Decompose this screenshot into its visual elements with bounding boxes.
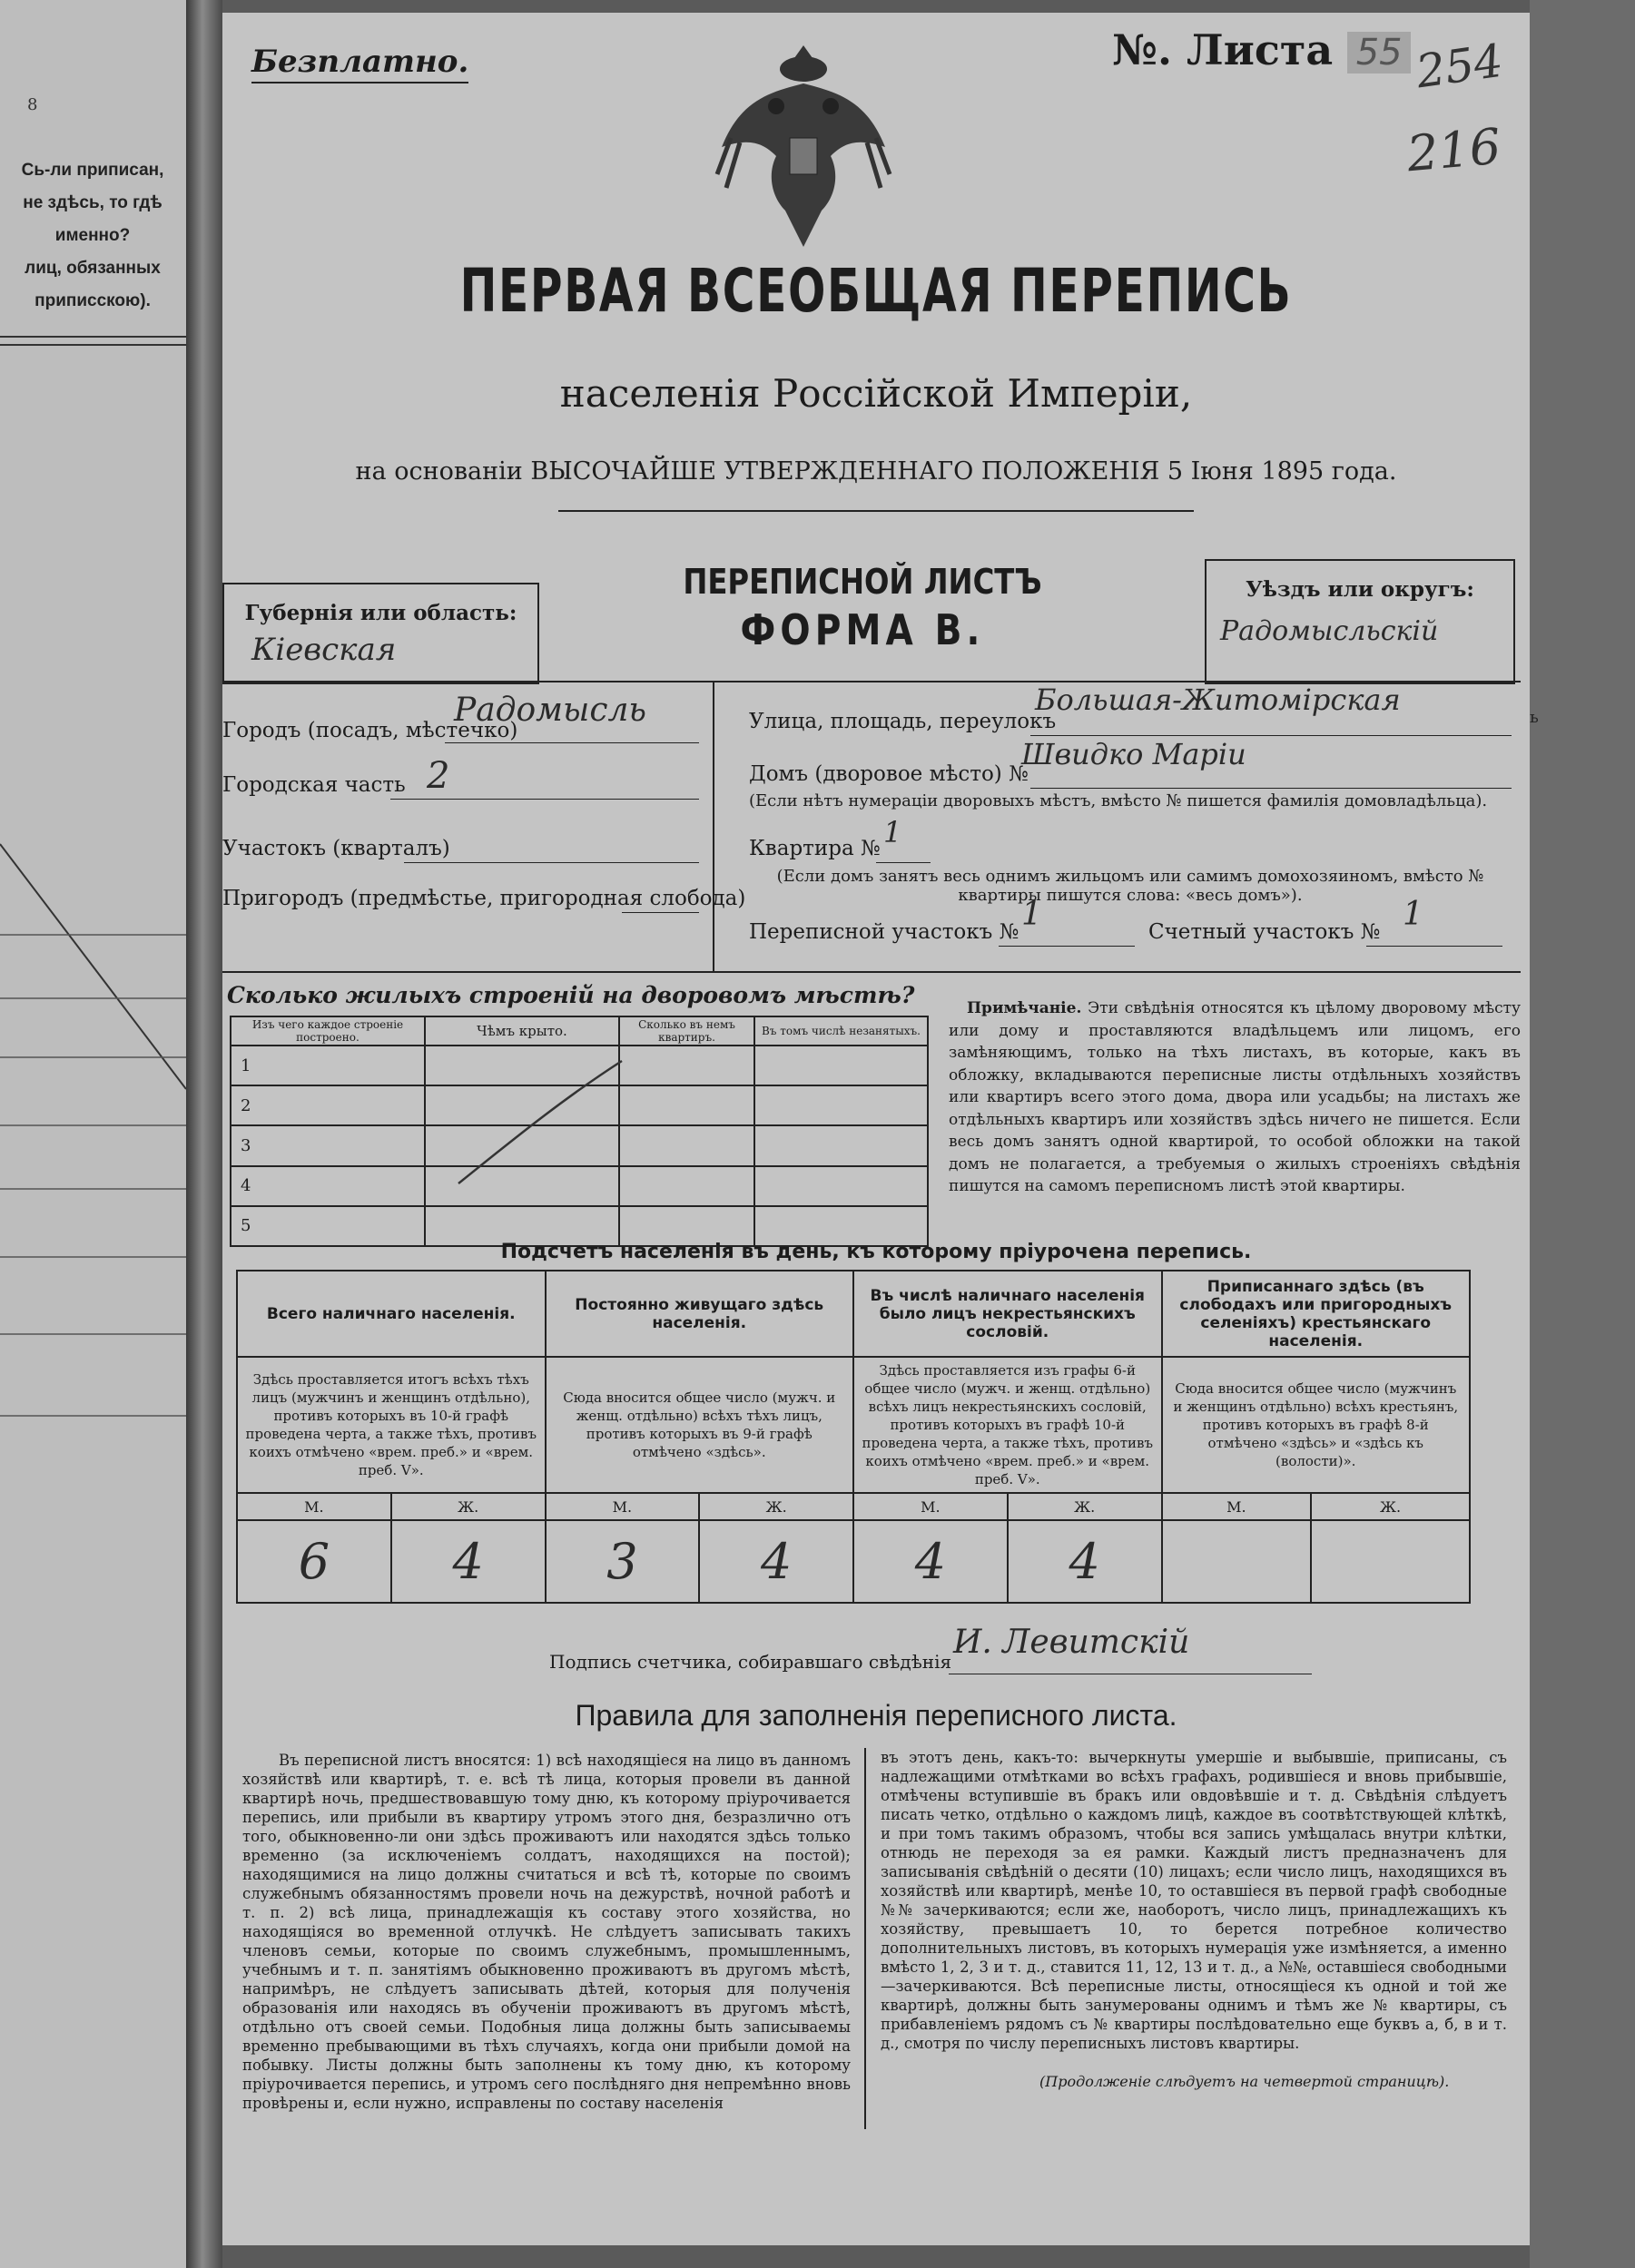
signature-line (949, 1670, 1312, 1674)
form-name-line1: ПЕРЕПИСНОЙ ЛИСТЪ (683, 562, 1042, 602)
guberniya-box (222, 583, 539, 684)
dom-note: (Если нѣтъ нумераціи дворовыхъ мѣстъ, вмѣсто № пишется фамилія домовладѣльца). (749, 791, 1488, 810)
row-number: 5 (231, 1206, 425, 1246)
row-number: 2 (231, 1085, 425, 1125)
prigorod-label: Пригородъ (предмѣстье, пригородная слобода) (222, 887, 746, 910)
sheet-number-label: №. Листа (1112, 25, 1334, 74)
buildings-col-header: Изъ чего каждое строеніе построено. (231, 1016, 425, 1046)
m-header: М. (1162, 1493, 1312, 1520)
archive-number: 216 (1404, 117, 1503, 183)
kvartira-label: Квартира № (749, 837, 881, 860)
perepisnoy-label: Переписной участокъ № (749, 920, 1019, 944)
uezd-value: Радомысльскій (1220, 615, 1439, 647)
count-value: 4 (391, 1520, 546, 1603)
left-page-grid (0, 0, 186, 2268)
count-table (236, 1270, 1471, 1604)
guberniya-label: Губернія или область: (244, 601, 517, 625)
right-page-edge (1530, 0, 1635, 2268)
count-head: Всего наличнаго населенія. (237, 1271, 546, 1357)
divider (558, 510, 1194, 512)
m-header: М. (853, 1493, 1008, 1520)
count-value: 4 (1008, 1520, 1162, 1603)
buildings-col-header: Сколько въ немъ квартиръ. (619, 1016, 754, 1046)
schetny-line (1366, 940, 1502, 947)
count-desc: Сюда вносится общее число (мужчинъ и женщинъ отдѣльно) всѣхъ крестьянъ, противъ которыхъ въ графѣ 8-й отмѣчено «здѣсь» и «здѣсь къ (волости)». (1162, 1357, 1471, 1493)
rules-column-2: въ этотъ день, какъ-то: вычеркнуты умершіе и выбывшіе, приписаны, съ надлежащими отмѣтками во всѣхъ графахъ, родившіеся и вновь прибывшіе, отмѣчены вступившіе въ бракъ или овдовѣвшіе и т. д. Свѣдѣнія слѣдуетъ писать четко, отдѣльно о каждомъ лицѣ, каждое въ соотвѣтствующей клѣткѣ, и при томъ такимъ образомъ, чтобы вся запись умѣщалась внутри клѣтки, отнюдь не переходя за ея рамки. Каждый листъ предназначенъ для записыванія свѣдѣній о десяти (10) лицахъ; если число лицъ, находящихся въ хозяйствѣ или квартирѣ, менѣе 10, то оставшіеся въ первой графѣ свободные №№ зачеркиваются; если же, наоборотъ, число лицъ, принадлежащихъ къ хозяйству, превышаетъ 10, то берется потребное количество дополнительныхъ листовъ, въ которыхъ нумерація уже измѣняется, а именно вмѣсто 1, 2, 3 и т. д., ставится 11, 12, 13 и т. д., а №№, оставшіеся свободными—зачеркиваются. Всѣ переписные листы, относящіеся къ одной и той же квартирѣ, должны быть занумерованы однимъ и тѣмъ же № квартиры, съ прибавленіемъ рядомъ съ № квартиры послѣдовательно еще буквъ а, б, в и т. д., смотря по числу переписныхъ листовъ квартиры. (881, 1749, 1507, 2052)
free-label: Безплатно. (251, 44, 468, 83)
z-header: Ж. (699, 1493, 853, 1520)
count-value: 6 (237, 1520, 391, 1603)
uezd-label: Уѣздъ или округъ: (1246, 577, 1474, 602)
sheet-number (1112, 25, 1411, 74)
census-sheet (222, 13, 1530, 2245)
prigorod-line (622, 907, 699, 913)
uezd-box (1205, 559, 1515, 684)
count-value: 4 (699, 1520, 853, 1603)
uchastok-line (404, 857, 699, 863)
count-head: Постоянно живущаго здѣсь населенія. (546, 1271, 854, 1357)
ulitsa-label: Улица, площадь, переулокъ (749, 710, 1057, 733)
book-spine (186, 0, 222, 2268)
z-header: Ж. (1008, 1493, 1162, 1520)
strike-through-mark (449, 1056, 631, 1193)
signature-label: Подпись счетчика, собиравшаго свѣдѣнія (549, 1651, 952, 1673)
rules-column-1: Въ переписной листъ вносятся: 1) всѣ находящіеся на лицо въ данномъ хозяйствѣ или квартирѣ, т. е. всѣ тѣ лица, которыя провели въ данной квартирѣ ночь, предшествовавшую тому дню, къ которому пріурочивается перепись, или прибыли въ квартиру утромъ этого дня, безразлично отъ того, обыкновенно-ли они здѣсь проживаютъ или находятся здѣсь только временно (за исключеніемъ солдатъ, находящихся на постой); находящимися на лицо должны считаться и всѣ тѣ, которые по своимъ служебнымъ обязанностямъ провели ночь на дежурствѣ, ночной работѣ и т. п. 2) всѣ лица, принадлежащія къ составу этого хозяйства, но находящіяся во временной отлучкѣ. Не слѣдуетъ записывать такихъ членовъ семьи, которые по своимъ служебнымъ, промышленнымъ, учебнымъ и т. п. занятіямъ обыкновенно проживаютъ въ другомъ мѣстѣ, напримѣръ, не слѣдуетъ записывать дѣтей, которыя для полученія образованія или находясь въ обученіи проживаютъ въ другомъ мѣстѣ, отдѣльно отъ своей семьи. Подобныя лица должны быть записываемы временно пребывающими въ тѣхъ случаяхъ, когда они прибыли домой на побывку. Листы должны быть заполнены къ тому дню, къ которому пріурочивается перепись, и утромъ сего послѣдняго дня непремѣнно вновь провѣрены и, если нужно, исправлены по составу населенія (242, 1752, 851, 2112)
coat-of-arms-emblem (713, 38, 894, 256)
left-page-number: 8 (27, 95, 38, 114)
count-value (1311, 1520, 1470, 1603)
signature-value: И. Левитскій (953, 1624, 1190, 1661)
count-value: 4 (853, 1520, 1008, 1603)
ulitsa-value: Большая-Житомірская (1035, 682, 1401, 717)
dom-label: Домъ (дворовое мѣсто) № (749, 762, 1029, 786)
rules-divider (864, 1748, 866, 2129)
row-number: 1 (231, 1046, 425, 1085)
sheet-number-value: 55 (1347, 32, 1411, 74)
page-title: ПЕРВАЯ ВСЕОБЩАЯ ПЕРЕПИСЬ (459, 256, 1293, 326)
gorod-label: Городъ (посадъ, мѣстечко) (222, 719, 518, 742)
row-number: 3 (231, 1125, 425, 1165)
gorod-line (445, 737, 699, 743)
page-subtitle: населенія Россійской Имперіи, (559, 371, 1193, 416)
address-divider (713, 682, 714, 971)
buildings-note (949, 997, 1521, 1198)
count-value: 3 (546, 1520, 700, 1603)
schetny-label: Счетный участокъ № (1148, 920, 1381, 944)
rules-continued: (Продолженіе слѣдуетъ на четвертой страницѣ). (1039, 2073, 1450, 2090)
count-desc: Здѣсь проставляется итогъ всѣхъ тѣхъ лицъ (мужчинъ и женщинъ отдѣльно), противъ которыхъ въ 10-й графѣ проведена черта, а также тѣхъ, противъ коихъ отмѣчено «врем. преб.» и «врем. преб. V». (237, 1357, 546, 1493)
kvartira-note: (Если домъ занятъ весь однимъ жильцомъ или самимъ домохозяиномъ, вмѣсто № квартиры пишутся слова: «весь домъ»). (776, 867, 1484, 905)
chast-label: Городская часть (222, 773, 406, 797)
buildings-col-header: Чѣмъ крыто. (425, 1016, 619, 1046)
ulitsa-line (1030, 730, 1512, 736)
legal-basis: на основаніи ВЫСОЧАЙШЕ УТВЕРЖДЕННАГО ПОЛОЖЕНІЯ 5 Іюня 1895 года. (355, 457, 1397, 486)
count-desc: Здѣсь проставляется изъ графы 6-й общее число (мужч. и женщ. отдѣльно) всѣхъ лицъ некрестьянскихъ сословій, противъ которыхъ въ графѣ 10-й проведена черта, а также тѣхъ, противъ коихъ отмѣчено «врем. преб.» и «врем. преб. V». (853, 1357, 1162, 1493)
dom-value: Швидко Маріи (1021, 737, 1246, 771)
left-page (0, 0, 186, 2268)
left-line: именно? (54, 226, 131, 245)
count-title: Подсчетъ населенія въ день, къ которому пріурочена перепись. (500, 1241, 1252, 1263)
perepisnoy-line (999, 940, 1135, 947)
uchastok-label: Участокъ (кварталъ) (222, 837, 450, 860)
count-value (1162, 1520, 1312, 1603)
form-name (536, 562, 1189, 654)
form-name-line2: ФОРМА В. (740, 605, 985, 654)
kvartira-line (876, 857, 931, 863)
count-head: Въ числѣ наличнаго населенія было лицъ некрестьянскихъ сословій. (853, 1271, 1162, 1357)
address-block (222, 681, 1521, 973)
right-edge-text: ь (1530, 708, 1539, 727)
left-line: лиц, обязанных (25, 259, 161, 278)
archive-number: 254 (1413, 34, 1507, 99)
z-header: Ж. (391, 1493, 546, 1520)
gorod-value: Радомысль (454, 692, 647, 729)
left-line: Сь-ли приписан, (21, 161, 164, 180)
count-desc: Сюда вносится общее число (мужч. и женщ. отдѣльно) всѣхъ тѣхъ лицъ, противъ которыхъ въ 9-й графѣ отмѣчено «здѣсь». (546, 1357, 854, 1493)
chast-value: 2 (427, 755, 450, 797)
rules-title: Правила для заполненія переписного листа. (575, 1699, 1177, 1732)
guberniya-value: Кіевская (251, 632, 397, 668)
perepisnoy-value: 1 (1021, 896, 1042, 933)
left-line: не здѣсь, то гдѣ (23, 193, 163, 212)
buildings-col-header: Въ томъ числѣ незанятыхъ. (754, 1016, 928, 1046)
note-title: Примѣчаніе. (967, 999, 1082, 1017)
schetny-value: 1 (1403, 896, 1423, 933)
kvartira-value: 1 (883, 815, 902, 849)
dom-line (1030, 782, 1512, 789)
buildings-title: Сколько жилыхъ строеній на дворовомъ мѣстѣ? (227, 982, 915, 1008)
z-header: Ж. (1311, 1493, 1470, 1520)
left-line: приписскою). (34, 291, 151, 310)
count-head: Приписаннаго здѣсь (въ слободахъ или пригородныхъ селеніяхъ) крестьянскаго населенія. (1162, 1271, 1471, 1357)
m-header: М. (237, 1493, 391, 1520)
m-header: М. (546, 1493, 700, 1520)
row-number: 4 (231, 1166, 425, 1206)
note-text: Эти свѣдѣнія относятся къ цѣлому дворовому мѣсту или дому и проставляются владѣльцемъ или лицомъ, его замѣняющимъ, только на тѣхъ листахъ, въ которые, какъ въ обложку, вкладываются переписные листы отдѣльныхъ хозяйствъ или квартиръ всего этого дома, двора или усадьбы; на листахъ же отдѣльныхъ квартиръ или хозяйствъ здѣсь ничего не пишется. Если весь домъ занятъ одной квартирой, то особой обложки на такой домъ не полагается, а требуемыя о жилыхъ строеніяхъ свѣдѣнія пишутся на самомъ переписномъ листѣ этой квартиры. (949, 999, 1522, 1195)
